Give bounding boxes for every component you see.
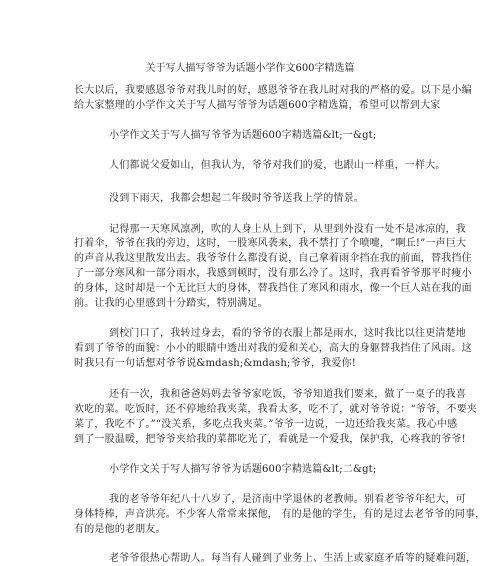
paragraph-line: 的身体，这时却是一个无比巨大的身体，替我挡住了寒风和雨水，像一个巨人站在我的面 bbox=[74, 283, 472, 294]
paragraph-line: 有的是他的老朋友。 bbox=[74, 524, 166, 535]
paragraph-line: 身体特棒，声音洪亮。不少客人常常来探他， 有的是他的学生，有的是过去老爷爷的同事， bbox=[74, 509, 486, 520]
paragraph-line: 菜了，我吃不了。”“没关系，多吃点我夹菜。”爷爷一边说，一边还给我夹菜。我心中感 bbox=[74, 419, 458, 430]
intro-line: 给大家整理的小学作文关于写人描写爷爷为话题600字精选篇，希望可以帮到大家 bbox=[74, 100, 441, 111]
paragraph-line: 看到了爷爷的面貌：小小的眼睛中透出对我的爱和关心，高大的身躯替我挡住了风雨。这 bbox=[74, 343, 472, 354]
section-heading: 小学作文关于写人描写爷爷为话题600字精选篇&lt;一&gt; bbox=[109, 130, 377, 141]
paragraph-line: 老爷爷很热心帮助人。每当有人碰到了业务上、生活上或家庭矛盾等的疑难问题， bbox=[109, 553, 477, 564]
intro-line: 长大以后，我要感恩爷爷对我儿时的好，感恩爷爷在我儿时对我的严格的爱。以下是小编 bbox=[74, 85, 472, 96]
paragraph-line: 打着伞，爷爷在我的旁边，这时，一股寒风袭来，我不禁打了个喷嚏，“啊丘!”一声巨大 bbox=[74, 238, 467, 249]
document-title: 关于写人描写爷爷为话题小学作文600字精选篇 bbox=[145, 63, 355, 74]
paragraph-line: 的声音从我这里散发出去。我爷爷什么都没有说，自己拿着雨伞挡在我的前面，替我挡住 bbox=[74, 253, 472, 264]
paragraph-line: 记得那一天寒风凛冽，吹的人身上从上到下，从里到外没有一处不是冰凉的，我 bbox=[109, 224, 466, 235]
section-heading: 小学作文关于写人描写爷爷为话题600字精选篇&lt;二&gt; bbox=[109, 464, 377, 475]
paragraph-line: 到校门口了，我转过身去，看的爷爷的衣服上都是雨水，这时我比以往更清楚地 bbox=[109, 328, 466, 339]
paragraph-line: 前。让我的心里感到十分踏实，特别满足。 bbox=[74, 298, 268, 309]
paragraph-line: 了一部分寒风和一部分雨水，我感到顿时，没有那么冷了。这时，我再看爷爷那平时瘦小 bbox=[74, 268, 472, 279]
paragraph-line: 还有一次，我和爸爸妈妈去爷爷家吃饭，爷爷知道我们要来，做了一桌子的我喜 bbox=[109, 389, 466, 400]
paragraph-line: 时我只有一句话想对爷爷说&mdash;&mdash;爷爷，我爱你! bbox=[74, 358, 356, 369]
paragraph-line: 欢吃的菜。吃饭时，还不停地给我夹菜，我看太多，吃不了，就对爷爷说：“爷爷，不要夹 bbox=[74, 404, 478, 415]
paragraph-line: 我的老爷爷年纪八十八岁了，是济南中学退休的老教师。别看老爷爷年纪大，可 bbox=[109, 494, 466, 505]
paragraph-line: 没到下雨天，我都会想起二年级时爷爷送我上学的情景。 bbox=[109, 193, 364, 204]
paragraph-line: 人们都说父爱如山，但我认为，爷爷对我们的爱，也跟山一样重，一样大。 bbox=[109, 160, 446, 171]
paragraph-line: 到了一股温暖，把爷爷夹给我的菜都吃光了，看就是一个爱我，保护我，心疼我的爷爷! bbox=[74, 434, 466, 445]
